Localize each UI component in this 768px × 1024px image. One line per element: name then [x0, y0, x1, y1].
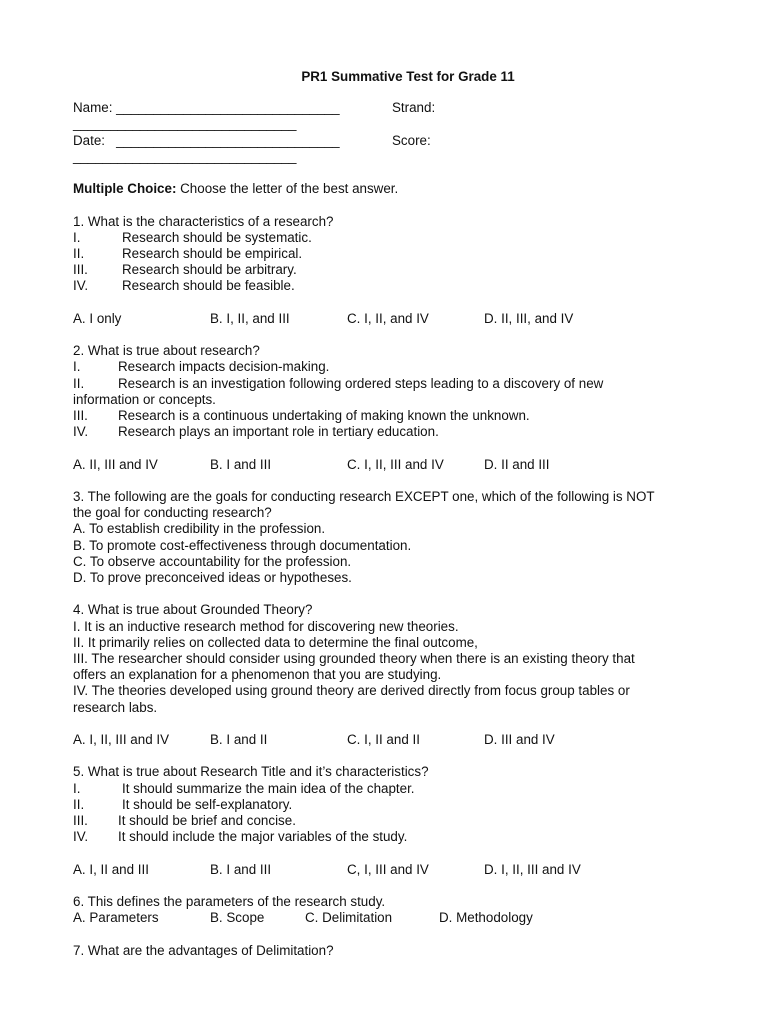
- q5-item-2: [73, 797, 703, 813]
- q5-item-num: I.: [73, 780, 81, 796]
- q1-option-c: C. I, II, and IV: [347, 310, 429, 326]
- q4-line-4: offers an explanation for a phenomenon that you are studying.: [73, 667, 442, 683]
- q5-option-a: A. I, II and III: [73, 861, 149, 877]
- q2-item-1: [73, 359, 703, 375]
- q4-options: [73, 732, 703, 748]
- q5-item-1: [73, 781, 703, 797]
- question-3-stem-line-2: the goal for conducting research?: [73, 505, 272, 521]
- q4-option-a: A. I, II, III and IV: [73, 731, 170, 747]
- q6-option-c: C. Delimitation: [305, 910, 393, 926]
- q2-option-d: D. II and III: [484, 456, 550, 472]
- q2-item-num: IV.: [73, 424, 89, 440]
- q5-item-4: [73, 829, 703, 845]
- q1-item-4: [73, 278, 703, 294]
- q5-option-d: D. I, II, III and IV: [484, 861, 581, 877]
- instructions: [73, 181, 703, 197]
- question-2-stem: 2. What is true about research?: [73, 343, 260, 359]
- q2-item-num: II.: [73, 375, 85, 391]
- q5-item-num: IV.: [73, 829, 89, 845]
- q1-item-text: Research should be feasible.: [122, 278, 295, 294]
- q5-item-num: II.: [73, 796, 85, 812]
- q5-item-text: It should include the major variables of the study.: [118, 829, 408, 845]
- q1-item-text: Research should be systematic.: [122, 229, 312, 245]
- name-line-continuation: ______________________________: [73, 116, 297, 132]
- q2-option-c: C. I, II, III and IV: [347, 456, 444, 472]
- score-field-label: Score:: [392, 132, 431, 148]
- q1-item-3: [73, 262, 703, 278]
- q1-options: [73, 311, 703, 327]
- q3-choice-b: B. To promote cost-effectiveness through documentation.: [73, 537, 412, 553]
- q4-option-c: C. I, II and II: [347, 731, 420, 747]
- q6-option-d: D. Methodology: [439, 910, 533, 926]
- q4-option-b: B. I and II: [210, 731, 268, 747]
- q1-item-2: [73, 246, 703, 262]
- q2-item-num: I.: [73, 359, 81, 375]
- q6-options: [73, 910, 703, 926]
- q1-item-text: Research should be empirical.: [122, 245, 303, 261]
- q3-choice-a: A. To establish credibility in the profession.: [73, 521, 326, 537]
- q4-line-5: IV. The theories developed using ground theory are derived directly from focus group tables or: [73, 683, 630, 699]
- q5-options: [73, 862, 703, 878]
- q5-option-b: B. I and III: [210, 861, 272, 877]
- q2-item-num: III.: [73, 407, 88, 423]
- q5-item-text: It should be brief and concise.: [118, 812, 296, 828]
- q4-line-3: III. The researcher should consider using grounded theory when there is an existing theory that: [73, 650, 635, 666]
- name-field-label: Name: ______________________________: [73, 100, 340, 116]
- q2-option-a: A. II, III and IV: [73, 456, 158, 472]
- question-1-stem: 1. What is the characteristics of a research?: [73, 213, 334, 229]
- q1-item-text: Research should be arbitrary.: [122, 262, 297, 278]
- q2-item-2: [73, 376, 703, 392]
- q2-item-text: Research is a continuous undertaking of making known the unknown.: [118, 407, 530, 423]
- question-5-stem: 5. What is true about Research Title and it’s characteristics?: [73, 764, 429, 780]
- test-page: [73, 69, 703, 959]
- date-row: [73, 133, 703, 149]
- q2-option-b: B. I and III: [210, 456, 272, 472]
- question-6-stem: 6. This defines the parameters of the research study.: [73, 893, 386, 909]
- q1-option-b: B. I, II, and III: [210, 310, 290, 326]
- q2-item-text: Research impacts decision-making.: [118, 359, 330, 375]
- q2-item-text: Research plays an important role in tertiary education.: [118, 424, 439, 440]
- q3-choice-c: C. To observe accountability for the profession.: [73, 553, 352, 569]
- q1-option-d: D. II, III, and IV: [484, 310, 574, 326]
- q5-option-c: C, I, III and IV: [347, 861, 429, 877]
- q5-item-text: It should be self-explanatory.: [122, 796, 293, 812]
- q1-item-num: I.: [73, 229, 81, 245]
- q1-item-num: IV.: [73, 278, 89, 294]
- strand-field-label: Strand:: [392, 100, 436, 116]
- date-line-continuation: ______________________________: [73, 148, 297, 164]
- question-4-stem: 4. What is true about Grounded Theory?: [73, 602, 313, 618]
- q2-item-4: [73, 424, 703, 440]
- q2-item-text: Research is an investigation following ordered steps leading to a discovery of new: [118, 375, 604, 391]
- page-title: PR1 Summative Test for Grade 11: [301, 69, 515, 84]
- q3-choice-d: D. To prove preconceived ideas or hypotheses.: [73, 569, 352, 585]
- q6-option-a: A. Parameters: [73, 910, 159, 926]
- q6-option-b: B. Scope: [210, 910, 265, 926]
- q4-line-2: II. It primarily relies on collected data to determine the final outcome,: [73, 634, 478, 650]
- question-7-stem: 7. What are the advantages of Delimitation?: [73, 942, 334, 958]
- q5-item-3: [73, 813, 703, 829]
- q4-line-6: research labs.: [73, 699, 158, 715]
- date-field-label: Date: ______________________________: [73, 132, 340, 148]
- q2-item-3: [73, 408, 703, 424]
- name-row: [73, 100, 703, 116]
- q1-item-num: II.: [73, 245, 85, 261]
- question-3-stem-line-1: 3. The following are the goals for conducting research EXCEPT one, which of the following is NOT: [73, 488, 655, 504]
- instructions-heading: Multiple Choice:: [73, 181, 177, 197]
- q5-item-text: It should summarize the main idea of the chapter.: [122, 780, 415, 796]
- q2-options: [73, 457, 703, 473]
- q1-item-num: III.: [73, 262, 88, 278]
- q1-option-a: A. I only: [73, 310, 122, 326]
- q4-line-1: I. It is an inductive research method for discovering new theories.: [73, 618, 459, 634]
- q4-option-d: D. III and IV: [484, 731, 555, 747]
- instructions-text: Choose the letter of the best answer.: [176, 181, 399, 197]
- q1-item-1: [73, 230, 703, 246]
- q2-item-2-continuation: information or concepts.: [73, 391, 216, 407]
- q5-item-num: III.: [73, 812, 88, 828]
